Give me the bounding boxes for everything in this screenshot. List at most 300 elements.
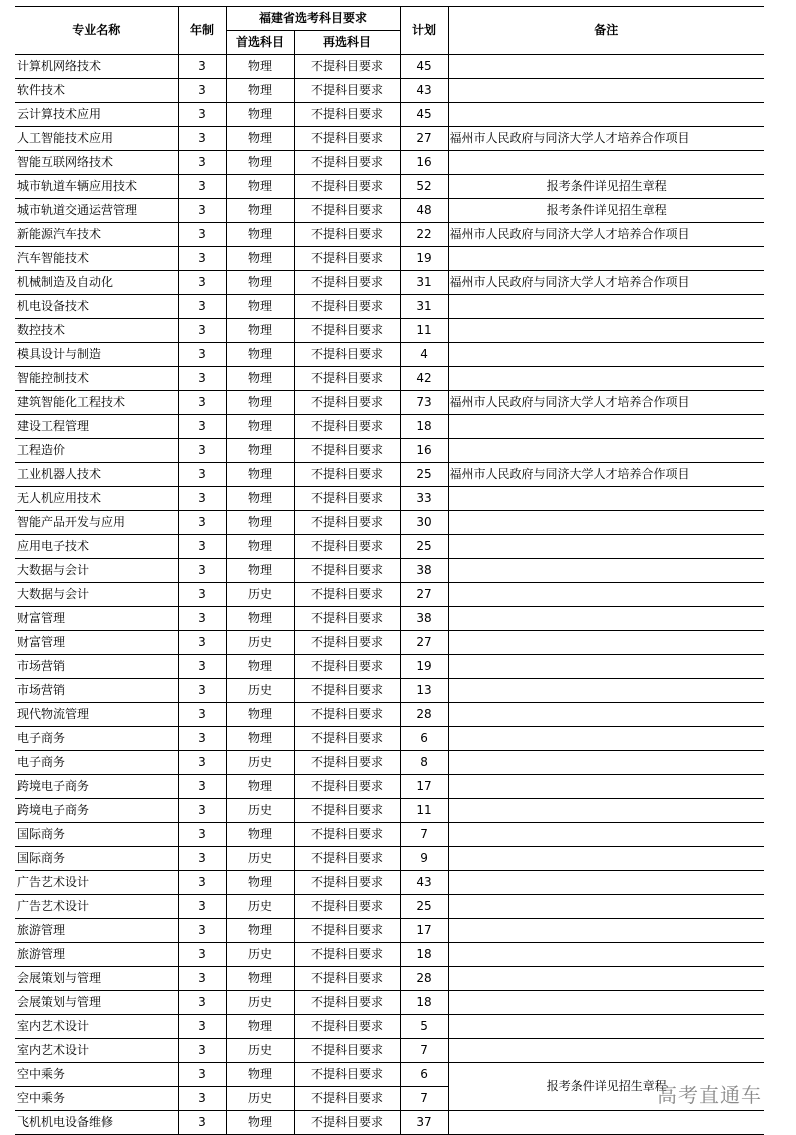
table-row: [15, 727, 764, 751]
table-row: [15, 655, 764, 679]
major-name: 室内艺术设计: [15, 1039, 178, 1063]
major-name: 空中乘务: [15, 1087, 178, 1111]
major-name: 大数据与会计: [15, 583, 178, 607]
major-name: 建设工程管理: [15, 415, 178, 439]
major-name: 城市轨道交通运营管理: [15, 199, 178, 223]
note: [448, 679, 764, 703]
years: 3: [178, 55, 226, 79]
first-subject: 物理: [226, 535, 294, 559]
years: 3: [178, 775, 226, 799]
second-subject: 不提科目要求: [294, 1015, 400, 1039]
plan-count: 31: [400, 295, 448, 319]
header-subject-group: 福建省选考科目要求: [226, 7, 400, 31]
second-subject: 不提科目要求: [294, 679, 400, 703]
second-subject: 不提科目要求: [294, 271, 400, 295]
second-subject: 不提科目要求: [294, 439, 400, 463]
first-subject: 物理: [226, 55, 294, 79]
table-row: [15, 127, 764, 151]
table-row: [15, 343, 764, 367]
plan-count: 16: [400, 151, 448, 175]
plan-count: 8: [400, 751, 448, 775]
second-subject: 不提科目要求: [294, 703, 400, 727]
first-subject: 历史: [226, 895, 294, 919]
table-row: [15, 895, 764, 919]
note: 福州市人民政府与同济大学人才培养合作项目: [448, 127, 764, 151]
years: 3: [178, 175, 226, 199]
note: [448, 847, 764, 871]
plan-count: 19: [400, 655, 448, 679]
first-subject: 物理: [226, 415, 294, 439]
note: [448, 511, 764, 535]
note: [448, 775, 764, 799]
first-subject: 历史: [226, 583, 294, 607]
table-row: [15, 847, 764, 871]
plan-count: 18: [400, 415, 448, 439]
first-subject: 物理: [226, 151, 294, 175]
table-row: [15, 367, 764, 391]
second-subject: 不提科目要求: [294, 511, 400, 535]
first-subject: 物理: [226, 343, 294, 367]
major-name: 云计算技术应用: [15, 103, 178, 127]
years: 3: [178, 127, 226, 151]
plan-count: 73: [400, 391, 448, 415]
plan-count: 25: [400, 895, 448, 919]
second-subject: 不提科目要求: [294, 631, 400, 655]
note: [448, 991, 764, 1015]
major-name: 应用电子技术: [15, 535, 178, 559]
plan-count: 13: [400, 679, 448, 703]
first-subject: 物理: [226, 511, 294, 535]
years: 3: [178, 1063, 226, 1087]
major-name: 电子商务: [15, 751, 178, 775]
table-row: [15, 223, 764, 247]
years: 3: [178, 919, 226, 943]
years: 3: [178, 559, 226, 583]
plan-count: 16: [400, 439, 448, 463]
header-plan: 计划: [400, 7, 448, 55]
plan-count: 5: [400, 1015, 448, 1039]
second-subject: 不提科目要求: [294, 319, 400, 343]
years: 3: [178, 151, 226, 175]
plan-count: 27: [400, 631, 448, 655]
second-subject: 不提科目要求: [294, 583, 400, 607]
major-name: 市场营销: [15, 655, 178, 679]
note: [448, 703, 764, 727]
major-name: 财富管理: [15, 631, 178, 655]
major-name: 市场营销: [15, 679, 178, 703]
second-subject: 不提科目要求: [294, 415, 400, 439]
plan-count: 9: [400, 847, 448, 871]
years: 3: [178, 439, 226, 463]
years: 3: [178, 991, 226, 1015]
years: 3: [178, 367, 226, 391]
first-subject: 物理: [226, 247, 294, 271]
second-subject: 不提科目要求: [294, 751, 400, 775]
major-name: 智能控制技术: [15, 367, 178, 391]
note: [448, 439, 764, 463]
note: [448, 583, 764, 607]
note: [448, 1039, 764, 1063]
table-row: [15, 391, 764, 415]
table-row: [15, 1039, 764, 1063]
second-subject: 不提科目要求: [294, 727, 400, 751]
second-subject: 不提科目要求: [294, 343, 400, 367]
table-row: [15, 439, 764, 463]
second-subject: 不提科目要求: [294, 247, 400, 271]
table-row: [15, 1111, 764, 1135]
first-subject: 物理: [226, 487, 294, 511]
first-subject: 物理: [226, 295, 294, 319]
first-subject: 物理: [226, 127, 294, 151]
second-subject: 不提科目要求: [294, 463, 400, 487]
years: 3: [178, 967, 226, 991]
major-name: 城市轨道车辆应用技术: [15, 175, 178, 199]
first-subject: 物理: [226, 775, 294, 799]
plan-count: 11: [400, 799, 448, 823]
years: 3: [178, 1015, 226, 1039]
second-subject: 不提科目要求: [294, 367, 400, 391]
years: 3: [178, 511, 226, 535]
table-row: [15, 535, 764, 559]
table-row: [15, 703, 764, 727]
second-subject: 不提科目要求: [294, 391, 400, 415]
first-subject: 物理: [226, 271, 294, 295]
first-subject: 历史: [226, 847, 294, 871]
years: 3: [178, 271, 226, 295]
table-body: [15, 55, 764, 1135]
years: 3: [178, 343, 226, 367]
first-subject: 物理: [226, 727, 294, 751]
years: 3: [178, 415, 226, 439]
first-subject: 历史: [226, 943, 294, 967]
note: [448, 895, 764, 919]
header-first-subject: 首选科目: [226, 31, 294, 55]
note: [448, 247, 764, 271]
major-name: 财富管理: [15, 607, 178, 631]
years: 3: [178, 799, 226, 823]
major-name: 大数据与会计: [15, 559, 178, 583]
plan-count: 31: [400, 271, 448, 295]
first-subject: 历史: [226, 991, 294, 1015]
first-subject: 物理: [226, 823, 294, 847]
major-name: 国际商务: [15, 847, 178, 871]
years: 3: [178, 751, 226, 775]
plan-count: 27: [400, 127, 448, 151]
table-row: [15, 175, 764, 199]
second-subject: 不提科目要求: [294, 295, 400, 319]
major-name: 旅游管理: [15, 943, 178, 967]
note: [448, 751, 764, 775]
years: 3: [178, 1087, 226, 1111]
major-name: 数控技术: [15, 319, 178, 343]
years: 3: [178, 1039, 226, 1063]
second-subject: 不提科目要求: [294, 223, 400, 247]
note: [448, 151, 764, 175]
years: 3: [178, 319, 226, 343]
note: [448, 535, 764, 559]
major-name: 电子商务: [15, 727, 178, 751]
table-row: [15, 823, 764, 847]
years: 3: [178, 463, 226, 487]
table-row: [15, 103, 764, 127]
second-subject: 不提科目要求: [294, 79, 400, 103]
table-row: [15, 295, 764, 319]
major-name: 建筑智能化工程技术: [15, 391, 178, 415]
second-subject: 不提科目要求: [294, 847, 400, 871]
second-subject: 不提科目要求: [294, 775, 400, 799]
table-row: [15, 919, 764, 943]
first-subject: 物理: [226, 175, 294, 199]
plan-count: 28: [400, 967, 448, 991]
table-row: [15, 199, 764, 223]
years: 3: [178, 199, 226, 223]
note: [448, 415, 764, 439]
second-subject: 不提科目要求: [294, 127, 400, 151]
plan-count: 37: [400, 1111, 448, 1135]
second-subject: 不提科目要求: [294, 103, 400, 127]
table-row: [15, 559, 764, 583]
note: [448, 295, 764, 319]
header-second-subject: 再选科目: [294, 31, 400, 55]
second-subject: 不提科目要求: [294, 871, 400, 895]
first-subject: 物理: [226, 559, 294, 583]
second-subject: 不提科目要求: [294, 199, 400, 223]
plan-count: 38: [400, 607, 448, 631]
plan-count: 17: [400, 919, 448, 943]
years: 3: [178, 103, 226, 127]
table-row: [15, 991, 764, 1015]
first-subject: 物理: [226, 1063, 294, 1087]
first-subject: 物理: [226, 655, 294, 679]
years: 3: [178, 703, 226, 727]
major-name: 新能源汽车技术: [15, 223, 178, 247]
major-name: 广告艺术设计: [15, 871, 178, 895]
table-row: [15, 151, 764, 175]
major-name: 会展策划与管理: [15, 967, 178, 991]
first-subject: 物理: [226, 103, 294, 127]
major-name: 汽车智能技术: [15, 247, 178, 271]
plan-count: 45: [400, 103, 448, 127]
years: 3: [178, 1111, 226, 1135]
plan-count: 27: [400, 583, 448, 607]
note: [448, 367, 764, 391]
major-name: 智能互联网络技术: [15, 151, 178, 175]
first-subject: 物理: [226, 223, 294, 247]
plan-count: 38: [400, 559, 448, 583]
first-subject: 物理: [226, 607, 294, 631]
second-subject: 不提科目要求: [294, 535, 400, 559]
major-name: 计算机网络技术: [15, 55, 178, 79]
note: [448, 487, 764, 511]
note: [448, 655, 764, 679]
note: 报考条件详见招生章程: [448, 199, 764, 223]
years: 3: [178, 943, 226, 967]
second-subject: 不提科目要求: [294, 559, 400, 583]
table-row: [15, 1063, 764, 1087]
plan-count: 33: [400, 487, 448, 511]
years: 3: [178, 295, 226, 319]
years: 3: [178, 727, 226, 751]
table-row: [15, 583, 764, 607]
plan-count: 43: [400, 871, 448, 895]
watermark: 高考直通车: [657, 1083, 762, 1107]
plan-count: 25: [400, 535, 448, 559]
plan-count: 6: [400, 727, 448, 751]
table-row: [15, 607, 764, 631]
first-subject: 历史: [226, 751, 294, 775]
second-subject: 不提科目要求: [294, 55, 400, 79]
major-name: 广告艺术设计: [15, 895, 178, 919]
first-subject: 物理: [226, 319, 294, 343]
first-subject: 物理: [226, 439, 294, 463]
second-subject: 不提科目要求: [294, 151, 400, 175]
second-subject: 不提科目要求: [294, 175, 400, 199]
major-name: 旅游管理: [15, 919, 178, 943]
plan-count: 45: [400, 55, 448, 79]
plan-count: 7: [400, 1039, 448, 1063]
note: [448, 559, 764, 583]
table-row: [15, 1015, 764, 1039]
table-row: [15, 511, 764, 535]
note: [448, 967, 764, 991]
note: [448, 1015, 764, 1039]
plan-count: 42: [400, 367, 448, 391]
note: [448, 631, 764, 655]
first-subject: 历史: [226, 1087, 294, 1111]
major-name: 飞机机电设备维修: [15, 1111, 178, 1135]
years: 3: [178, 679, 226, 703]
second-subject: 不提科目要求: [294, 1087, 400, 1111]
years: 3: [178, 655, 226, 679]
years: 3: [178, 583, 226, 607]
major-name: 国际商务: [15, 823, 178, 847]
table-row: [15, 943, 764, 967]
note: 福州市人民政府与同济大学人才培养合作项目: [448, 223, 764, 247]
table-row: [15, 415, 764, 439]
table-row: [15, 487, 764, 511]
second-subject: 不提科目要求: [294, 943, 400, 967]
admission-plan-table: [15, 6, 764, 1135]
plan-count: 52: [400, 175, 448, 199]
major-name: 现代物流管理: [15, 703, 178, 727]
years: 3: [178, 223, 226, 247]
note: [448, 343, 764, 367]
major-name: 会展策划与管理: [15, 991, 178, 1015]
plan-count: 43: [400, 79, 448, 103]
major-name: 工业机器人技术: [15, 463, 178, 487]
second-subject: 不提科目要求: [294, 823, 400, 847]
note: [448, 103, 764, 127]
note: [448, 55, 764, 79]
first-subject: 物理: [226, 1111, 294, 1135]
first-subject: 历史: [226, 1039, 294, 1063]
table-row: [15, 679, 764, 703]
plan-count: 18: [400, 943, 448, 967]
note: [448, 943, 764, 967]
years: 3: [178, 847, 226, 871]
plan-count: 28: [400, 703, 448, 727]
note: [448, 1111, 764, 1135]
first-subject: 历史: [226, 631, 294, 655]
header-name: 专业名称: [15, 7, 178, 55]
plan-count: 22: [400, 223, 448, 247]
note: 福州市人民政府与同济大学人才培养合作项目: [448, 271, 764, 295]
table-row: [15, 319, 764, 343]
major-name: 室内艺术设计: [15, 1015, 178, 1039]
major-name: 跨境电子商务: [15, 775, 178, 799]
second-subject: 不提科目要求: [294, 1111, 400, 1135]
first-subject: 物理: [226, 391, 294, 415]
note: 福州市人民政府与同济大学人才培养合作项目: [448, 391, 764, 415]
table-row: [15, 775, 764, 799]
second-subject: 不提科目要求: [294, 487, 400, 511]
note: [448, 871, 764, 895]
first-subject: 历史: [226, 799, 294, 823]
table-row: [15, 463, 764, 487]
years: 3: [178, 631, 226, 655]
years: 3: [178, 79, 226, 103]
first-subject: 物理: [226, 199, 294, 223]
second-subject: 不提科目要求: [294, 967, 400, 991]
years: 3: [178, 487, 226, 511]
plan-count: 30: [400, 511, 448, 535]
major-name: 智能产品开发与应用: [15, 511, 178, 535]
plan-count: 11: [400, 319, 448, 343]
header-note: 备注: [448, 7, 764, 55]
first-subject: 历史: [226, 679, 294, 703]
note: [448, 319, 764, 343]
table-row: [15, 967, 764, 991]
major-name: 工程造价: [15, 439, 178, 463]
first-subject: 物理: [226, 967, 294, 991]
note: [448, 79, 764, 103]
note: [448, 823, 764, 847]
first-subject: 物理: [226, 919, 294, 943]
first-subject: 物理: [226, 79, 294, 103]
major-name: 模具设计与制造: [15, 343, 178, 367]
plan-count: 17: [400, 775, 448, 799]
plan-count: 25: [400, 463, 448, 487]
major-name: 空中乘务: [15, 1063, 178, 1087]
major-name: 人工智能技术应用: [15, 127, 178, 151]
years: 3: [178, 607, 226, 631]
years: 3: [178, 823, 226, 847]
plan-count: 7: [400, 1087, 448, 1111]
table-row: [15, 871, 764, 895]
table-row: [15, 271, 764, 295]
major-name: 跨境电子商务: [15, 799, 178, 823]
major-name: 机电设备技术: [15, 295, 178, 319]
second-subject: 不提科目要求: [294, 799, 400, 823]
years: 3: [178, 871, 226, 895]
major-name: 无人机应用技术: [15, 487, 178, 511]
first-subject: 物理: [226, 367, 294, 391]
plan-count: 4: [400, 343, 448, 367]
second-subject: 不提科目要求: [294, 1039, 400, 1063]
plan-count: 48: [400, 199, 448, 223]
years: 3: [178, 895, 226, 919]
second-subject: 不提科目要求: [294, 607, 400, 631]
table-row: [15, 799, 764, 823]
plan-count: 18: [400, 991, 448, 1015]
second-subject: 不提科目要求: [294, 991, 400, 1015]
years: 3: [178, 535, 226, 559]
note: 报考条件详见招生章程: [448, 175, 764, 199]
header-years: 年制: [178, 7, 226, 55]
second-subject: 不提科目要求: [294, 919, 400, 943]
years: 3: [178, 247, 226, 271]
plan-count: 19: [400, 247, 448, 271]
